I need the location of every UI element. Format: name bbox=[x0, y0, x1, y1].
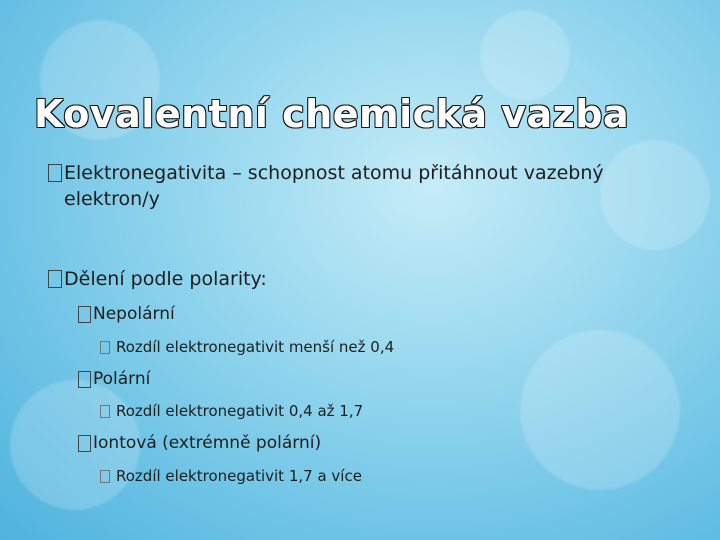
list-item-text: Rozdíl elektronegativit 1,7 a více bbox=[116, 467, 362, 485]
square-bullet-icon bbox=[100, 341, 110, 354]
square-bullet-icon bbox=[78, 306, 91, 323]
slide-title: Kovalentní chemická vazba bbox=[34, 92, 630, 136]
background-bokeh bbox=[480, 10, 570, 100]
list-item-text: Rozdíl elektronegativit menší než 0,4 bbox=[116, 338, 395, 356]
list-item bbox=[48, 266, 267, 292]
list-item-text: Polární bbox=[93, 369, 151, 389]
square-bullet-icon bbox=[100, 405, 110, 418]
list-item-text: Nepolární bbox=[93, 304, 175, 324]
square-bullet-icon bbox=[78, 371, 91, 388]
background-bokeh bbox=[520, 330, 680, 490]
list-item bbox=[100, 337, 394, 357]
list-item bbox=[78, 303, 175, 325]
list-item-text: Elektronegativita – schopnost atomu přitáhnout vazebný elektron/y bbox=[64, 162, 604, 210]
list-item bbox=[100, 466, 362, 486]
list-item bbox=[100, 401, 363, 421]
square-bullet-icon bbox=[78, 435, 91, 452]
square-bullet-icon bbox=[100, 470, 110, 483]
square-bullet-icon bbox=[48, 164, 62, 182]
list-item-text: Iontová (extrémně polární) bbox=[93, 433, 322, 453]
list-item-text: Dělení podle polarity: bbox=[64, 268, 267, 290]
list-item-text: Rozdíl elektronegativit 0,4 až 1,7 bbox=[116, 402, 364, 420]
list-item bbox=[48, 160, 688, 212]
list-item bbox=[78, 368, 150, 390]
list-item bbox=[78, 432, 321, 454]
square-bullet-icon bbox=[48, 270, 62, 288]
